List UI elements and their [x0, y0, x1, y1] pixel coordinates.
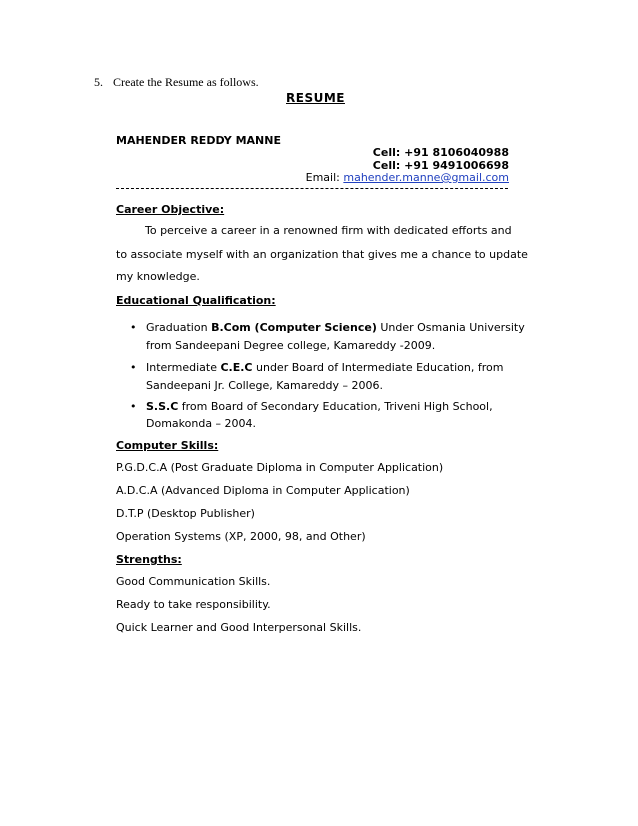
strengths-heading: Strengths: — [116, 553, 182, 566]
edu-text: from Board of Secondary Education, Triveni High School, — [178, 400, 493, 413]
email-line — [306, 171, 509, 184]
career-heading: Career Objective: — [116, 203, 225, 216]
edu-text: under Board of Intermediate Education, from — [252, 361, 504, 374]
bullet-icon: • — [130, 400, 137, 413]
bullet-icon: • — [130, 361, 137, 374]
resume-title: RESUME — [286, 91, 345, 105]
instruction-text: Create the Resume as follows. — [113, 75, 259, 89]
skill-item: D.T.P (Desktop Publisher) — [116, 507, 255, 520]
education-heading: Educational Qualification: — [116, 294, 276, 307]
cell-1: Cell: +91 8106040988 — [372, 146, 509, 159]
education-item-3-line-1 — [146, 400, 493, 413]
skills-heading: Computer Skills: — [116, 439, 219, 452]
career-line-2: to associate myself with an organization that gives me a chance to update — [116, 248, 528, 261]
email-label: Email: — [305, 171, 340, 184]
skill-item: Operation Systems (XP, 2000, 98, and Other) — [116, 530, 366, 543]
edu-degree: S.S.C — [146, 400, 179, 413]
cell-2: Cell: +91 9491006698 — [372, 159, 509, 172]
edu-degree: B.Com (Computer Science) — [211, 321, 377, 334]
skill-item: P.G.D.C.A (Post Graduate Diploma in Computer Application) — [116, 461, 444, 474]
edu-text: Graduation — [146, 321, 212, 334]
education-item-1-line-1 — [146, 321, 525, 334]
edu-text: Under Osmania University — [376, 321, 525, 334]
education-item-1-line-2: from Sandeepani Degree college, Kamareddy -2009. — [146, 339, 436, 352]
separator-dashes — [116, 188, 508, 189]
education-item-2-line-2: Sandeepani Jr. College, Kamareddy – 2006. — [146, 379, 383, 392]
strength-item: Ready to take responsibility. — [116, 598, 271, 611]
candidate-name: MAHENDER REDDY MANNE — [116, 134, 281, 147]
strength-item: Quick Learner and Good Interpersonal Skills. — [116, 621, 362, 634]
edu-degree: C.E.C — [220, 361, 253, 374]
skill-item: A.D.C.A (Advanced Diploma in Computer Application) — [116, 484, 410, 497]
career-line-3: my knowledge. — [116, 270, 200, 283]
strength-item: Good Communication Skills. — [116, 575, 271, 588]
education-item-2-line-1 — [146, 361, 503, 374]
email-link[interactable]: mahender.manne@gmail.com — [343, 171, 509, 184]
education-item-3-line-2: Domakonda – 2004. — [146, 417, 257, 430]
bullet-icon: • — [130, 321, 137, 334]
career-line-1: To perceive a career in a renowned firm with dedicated efforts and — [145, 224, 512, 237]
instruction-number: 5. — [94, 75, 103, 89]
edu-text: Intermediate — [146, 361, 221, 374]
